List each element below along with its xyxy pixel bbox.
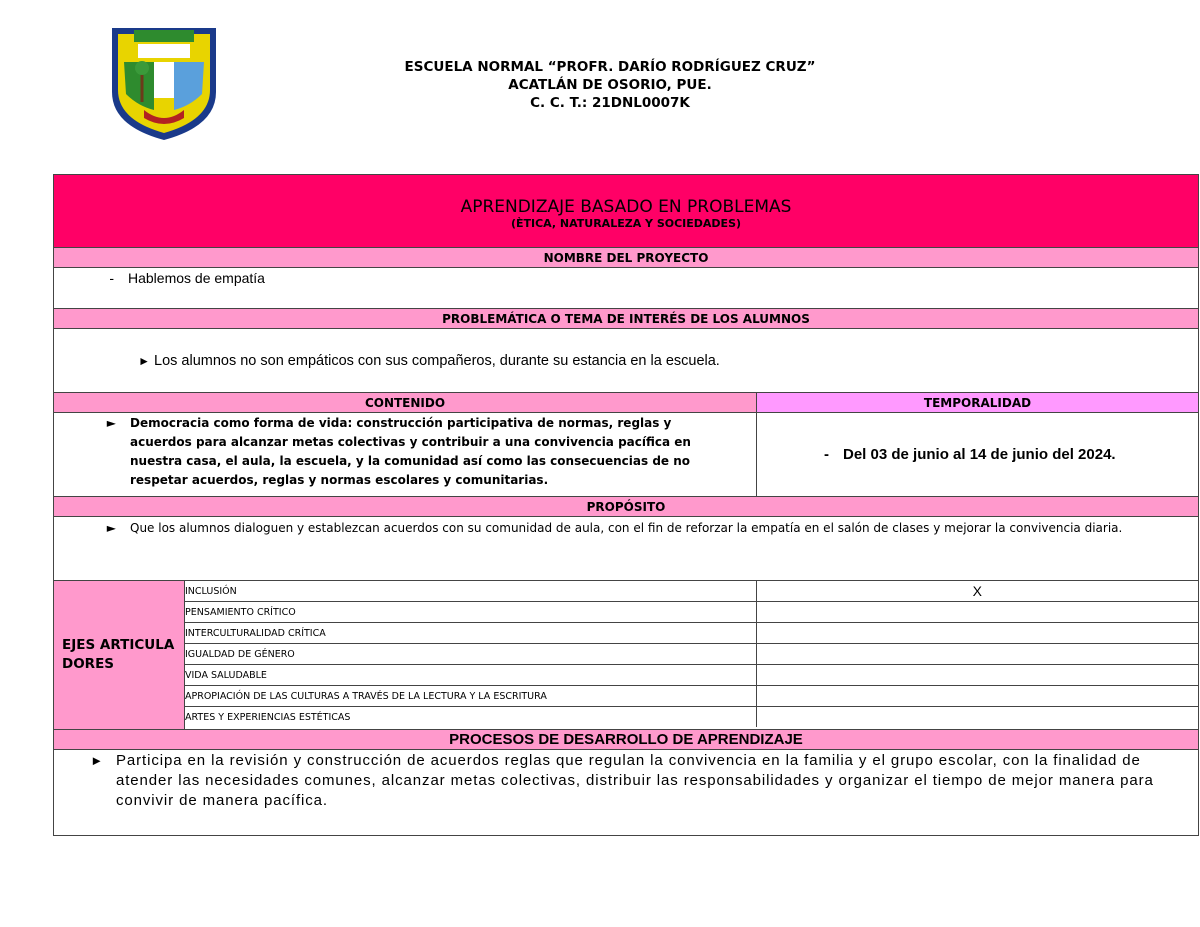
school-seal-icon — [104, 22, 224, 142]
school-logo — [104, 22, 224, 142]
eje-row — [185, 623, 1198, 644]
problem-cell — [54, 329, 1199, 393]
eje-name: INTERCULTURALIDAD CRÍTICA — [185, 623, 756, 644]
school-location: ACATLÁN DE OSORIO, PUE. — [508, 77, 712, 93]
time-bullet: - — [824, 445, 829, 463]
eje-name: IGUALDAD DE GÉNERO — [185, 644, 756, 665]
eje-row — [185, 686, 1198, 707]
project-header: NOMBRE DEL PROYECTO — [54, 248, 1199, 268]
eje-name: INCLUSIÓN — [185, 581, 756, 602]
eje-mark — [756, 602, 1198, 623]
time-header: TEMPORALIDAD — [757, 393, 1199, 413]
eje-row — [185, 707, 1198, 728]
planning-table — [53, 174, 1199, 836]
purpose-text: Que los alumnos dialoguen y establezcan acuerdos con su comunidad de aula, con el fin de reforzar la empatía en el salón de clases y mejorar la convivencia diaria. — [130, 521, 1123, 535]
project-bullet: - — [109, 270, 114, 286]
document-subtitle: (ÈTICA, NATURALEZA Y SOCIEDADES) — [510, 216, 742, 230]
eje-name: VIDA SALUDABLE — [185, 665, 756, 686]
eje-mark — [756, 623, 1198, 644]
ejes-list-cell — [185, 581, 1199, 730]
eje-mark — [756, 665, 1198, 686]
document-title: APRENDIZAJE BASADO EN PROBLEMAS — [460, 196, 792, 217]
time-cell — [757, 413, 1199, 497]
project-name-cell — [54, 268, 1199, 309]
ejes-table — [185, 581, 1198, 727]
purpose-bullet-icon: ► — [106, 521, 116, 535]
content-header: CONTENIDO — [54, 393, 757, 413]
eje-row — [185, 602, 1198, 623]
ejes-label: EJES ARTICULADORES — [54, 581, 185, 730]
purpose-header: PROPÓSITO — [54, 497, 1199, 517]
problem-text: Los alumnos no son empáticos con sus compañeros, durante su estancia en la escuela. — [154, 352, 720, 369]
eje-name: PENSAMIENTO CRÍTICO — [185, 602, 756, 623]
process-cell — [54, 750, 1199, 836]
school-header — [330, 58, 890, 112]
time-text: Del 03 de junio al 14 de junio del 2024. — [843, 445, 1116, 463]
problem-header: PROBLEMÁTICA O TEMA DE INTERÉS DE LOS ALUMNOS — [54, 309, 1199, 329]
school-name: ESCUELA NORMAL “PROFR. DARÍO RODRÍGUEZ CRUZ” — [404, 59, 816, 75]
eje-row — [185, 581, 1198, 602]
eje-name: ARTES Y EXPERIENCIAS ESTÉTICAS — [185, 707, 756, 728]
content-bullet-icon: ► — [106, 416, 116, 430]
eje-mark — [756, 707, 1198, 728]
project-name: Hablemos de empatía — [128, 270, 265, 286]
purpose-cell — [54, 517, 1199, 581]
problem-bullet-icon: ► — [138, 353, 150, 368]
content-text: Democracia como forma de vida: construcción participativa de normas, reglas y acuerdos para alcanzar metas colectivas y contribuir a una convivencia pacífica en nuestra casa, el aula, la escuela, y la comunidad así como las consecuencias de no respetar acuerdos, reglas y normas escolares y comunitarias. — [130, 416, 691, 487]
eje-mark — [756, 686, 1198, 707]
eje-mark: X — [756, 581, 1198, 602]
eje-row — [185, 644, 1198, 665]
content-cell — [54, 413, 757, 497]
school-cct: C. C. T.: 21DNL0007K — [530, 95, 690, 111]
eje-name: APROPIACIÓN DE LAS CULTURAS A TRAVÉS DE LA LECTURA Y LA ESCRITURA — [185, 686, 756, 707]
process-header: PROCESOS DE DESARROLLO DE APRENDIZAJE — [54, 730, 1199, 750]
process-text: Participa en la revisión y construcción de acuerdos reglas que regulan la convivencia en la familia y el grupo escolar, con la finalidad de atender las necesidades comunes, alcanzar metas colectivas, distribuir las responsabilidades y organizar el tiempo de mejor manera para convivir de manera pacífica. — [116, 752, 1154, 809]
title-cell — [54, 175, 1199, 248]
process-bullet-icon: ► — [90, 753, 104, 768]
eje-mark — [756, 644, 1198, 665]
eje-row — [185, 665, 1198, 686]
